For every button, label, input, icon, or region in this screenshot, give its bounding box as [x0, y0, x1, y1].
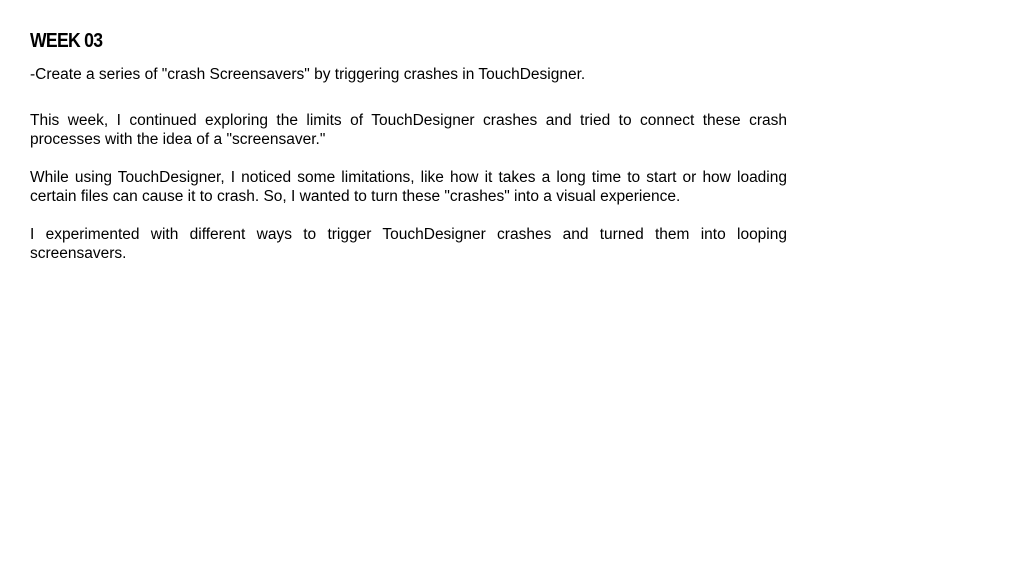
- body-text: [30, 111, 787, 282]
- paragraph-2: While using TouchDesigner, I noticed some limitations, like how it takes a long time to start or how loading certain files can cause it to crash. So, I wanted to turn these "crashes" into a visual experience.: [30, 169, 787, 205]
- paragraph-1: This week, I continued exploring the limits of TouchDesigner crashes and tried to connect these crash processes with the idea of a "screensaver.": [30, 112, 787, 148]
- paragraph-3: I experimented with different ways to trigger TouchDesigner crashes and turned them into looping screensavers.: [30, 226, 787, 262]
- page-title: WEEK 03: [30, 30, 103, 52]
- page-subtitle: -Create a series of "crash Screensavers" by triggering crashes in TouchDesigner.: [30, 66, 586, 83]
